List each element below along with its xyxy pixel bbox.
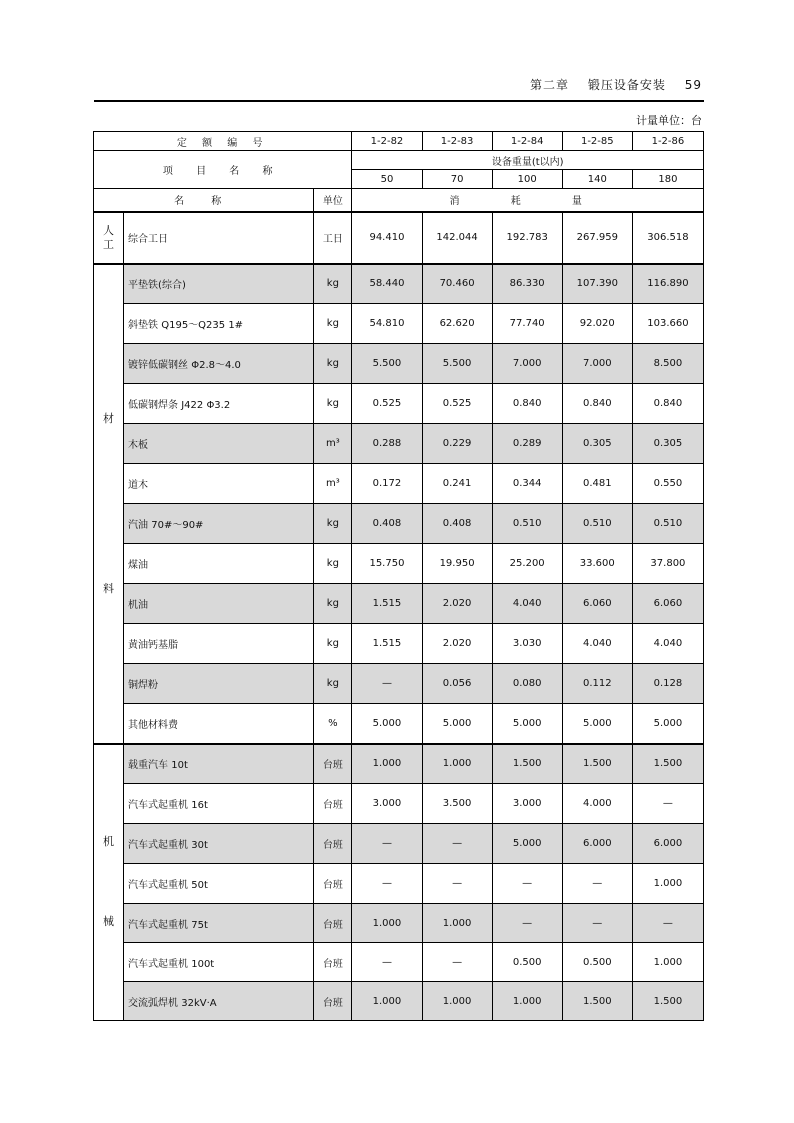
item-unit: 台班 — [314, 982, 352, 1021]
item-unit: kg — [314, 304, 352, 344]
value-cell: 1.000 — [422, 982, 492, 1021]
item-name: 汽车式起重机 30t — [124, 824, 314, 864]
value-cell: 1.000 — [352, 744, 422, 784]
item-name: 汽油 70#～90# — [124, 504, 314, 544]
item-name: 铜焊粉 — [124, 664, 314, 704]
col-name-header: 名 称 — [94, 189, 314, 212]
value-cell: 15.750 — [352, 544, 422, 584]
item-name: 机油 — [124, 584, 314, 624]
item-name: 综合工日 — [124, 212, 314, 264]
value-cell: 0.500 — [492, 943, 562, 982]
table-row — [94, 704, 704, 744]
value-cell: 37.800 — [632, 544, 703, 584]
value-cell: 6.000 — [632, 824, 703, 864]
weight-label-row — [94, 151, 704, 170]
value-cell: 116.890 — [632, 264, 703, 304]
table-row — [94, 384, 704, 424]
item-name: 平垫铁(综合) — [124, 264, 314, 304]
value-cell: 4.000 — [562, 784, 632, 824]
table-row — [94, 864, 704, 904]
value-cell: — — [352, 864, 422, 904]
code-cell: 1-2-83 — [422, 132, 492, 151]
item-name: 木板 — [124, 424, 314, 464]
item-name: 低碳钢焊条 J422 Φ3.2 — [124, 384, 314, 424]
value-cell: 1.515 — [352, 624, 422, 664]
value-cell: 33.600 — [562, 544, 632, 584]
value-cell: 0.172 — [352, 464, 422, 504]
value-cell: 0.408 — [352, 504, 422, 544]
value-cell: 25.200 — [492, 544, 562, 584]
table-row — [94, 344, 704, 384]
item-unit: kg — [314, 544, 352, 584]
value-cell: 7.000 — [562, 344, 632, 384]
value-cell: — — [562, 864, 632, 904]
value-cell: 107.390 — [562, 264, 632, 304]
item-unit: kg — [314, 664, 352, 704]
item-unit: 台班 — [314, 824, 352, 864]
header-right — [516, 76, 702, 93]
value-cell: 19.950 — [422, 544, 492, 584]
section-title: 锻压设备安装 — [587, 78, 666, 92]
value-cell: 306.518 — [632, 212, 703, 264]
item-unit: 台班 — [314, 904, 352, 943]
value-cell: 3.030 — [492, 624, 562, 664]
table-row — [94, 943, 704, 982]
unit-label: 计量单位：台 — [636, 114, 702, 127]
value-cell: 8.500 — [632, 344, 703, 384]
value-cell: 92.020 — [562, 304, 632, 344]
value-cell: 5.500 — [352, 344, 422, 384]
quota-label: 定 额 编 号 — [94, 132, 352, 151]
value-cell: 0.128 — [632, 664, 703, 704]
value-cell: 1.000 — [422, 744, 492, 784]
value-cell: 86.330 — [492, 264, 562, 304]
table-row — [94, 464, 704, 504]
table-row — [94, 584, 704, 624]
col-unit-header: 单位 — [314, 189, 352, 212]
value-cell: 267.959 — [562, 212, 632, 264]
table-row — [94, 424, 704, 464]
weight-cell: 180 — [632, 170, 703, 189]
value-cell: — — [632, 904, 703, 943]
table-row — [94, 544, 704, 584]
weight-cell: 50 — [352, 170, 422, 189]
value-cell: 0.080 — [492, 664, 562, 704]
value-cell: 5.000 — [562, 704, 632, 744]
item-name: 其他材料费 — [124, 704, 314, 744]
value-cell: 2.020 — [422, 584, 492, 624]
value-cell: — — [422, 943, 492, 982]
weight-cell: 140 — [562, 170, 632, 189]
item-unit: kg — [314, 344, 352, 384]
item-unit: 工日 — [314, 212, 352, 264]
table-row — [94, 664, 704, 704]
value-cell: 4.040 — [562, 624, 632, 664]
value-cell: 2.020 — [422, 624, 492, 664]
value-cell: — — [422, 824, 492, 864]
value-cell: 4.040 — [632, 624, 703, 664]
value-cell: — — [422, 864, 492, 904]
value-cell: 0.344 — [492, 464, 562, 504]
value-cell: 0.840 — [632, 384, 703, 424]
weight-cell: 70 — [422, 170, 492, 189]
value-cell: 70.460 — [422, 264, 492, 304]
value-cell: 103.660 — [632, 304, 703, 344]
value-cell: 62.620 — [422, 304, 492, 344]
value-cell: 1.000 — [632, 943, 703, 982]
table-row — [94, 304, 704, 344]
table-row — [94, 904, 704, 943]
value-cell: 1.515 — [352, 584, 422, 624]
value-cell: 6.060 — [632, 584, 703, 624]
item-unit: % — [314, 704, 352, 744]
item-name: 煤油 — [124, 544, 314, 584]
item-name-label: 项 目 名 称 — [94, 151, 352, 189]
value-cell: 0.525 — [422, 384, 492, 424]
table-row — [94, 784, 704, 824]
value-cell: 142.044 — [422, 212, 492, 264]
value-cell: 0.550 — [632, 464, 703, 504]
page-header — [94, 74, 704, 102]
value-cell: 5.000 — [422, 704, 492, 744]
value-cell: 6.000 — [562, 824, 632, 864]
category-cell: 人工 — [94, 212, 124, 264]
table-row — [94, 264, 704, 304]
value-cell: 3.500 — [422, 784, 492, 824]
value-cell: 7.000 — [492, 344, 562, 384]
weight-label: 设备重量(t以内) — [352, 151, 704, 170]
value-cell: 54.810 — [352, 304, 422, 344]
quota-table — [93, 131, 704, 1021]
value-cell: 0.510 — [632, 504, 703, 544]
value-cell: 0.408 — [422, 504, 492, 544]
table-row — [94, 982, 704, 1021]
value-cell: 58.440 — [352, 264, 422, 304]
value-cell: 5.000 — [352, 704, 422, 744]
value-cell: 0.112 — [562, 664, 632, 704]
value-cell: 0.525 — [352, 384, 422, 424]
value-cell: 3.000 — [492, 784, 562, 824]
value-cell: 0.840 — [562, 384, 632, 424]
value-cell: 1.000 — [352, 982, 422, 1021]
table-body — [94, 132, 704, 1021]
value-cell: 5.000 — [492, 704, 562, 744]
item-name: 道木 — [124, 464, 314, 504]
chapter-label: 第二章 — [530, 78, 570, 92]
code-cell: 1-2-84 — [492, 132, 562, 151]
item-name: 汽车式起重机 75t — [124, 904, 314, 943]
value-cell: 0.241 — [422, 464, 492, 504]
value-cell: — — [632, 784, 703, 824]
item-name: 交流弧焊机 32kV·A — [124, 982, 314, 1021]
value-cell: — — [492, 864, 562, 904]
item-name: 黄油钙基脂 — [124, 624, 314, 664]
item-unit: 台班 — [314, 744, 352, 784]
weight-cell: 100 — [492, 170, 562, 189]
value-cell: 6.060 — [562, 584, 632, 624]
item-unit: 台班 — [314, 943, 352, 982]
value-cell: 0.481 — [562, 464, 632, 504]
value-cell: 1.000 — [492, 982, 562, 1021]
item-unit: 台班 — [314, 784, 352, 824]
item-unit: kg — [314, 584, 352, 624]
value-cell: — — [352, 664, 422, 704]
value-cell: 0.288 — [352, 424, 422, 464]
code-cell: 1-2-82 — [352, 132, 422, 151]
item-unit: m³ — [314, 424, 352, 464]
value-cell: 0.500 — [562, 943, 632, 982]
col-consumption-header: 消 耗 量 — [352, 189, 704, 212]
value-cell: 77.740 — [492, 304, 562, 344]
value-cell: 0.305 — [562, 424, 632, 464]
codes-row — [94, 132, 704, 151]
table-row — [94, 504, 704, 544]
item-name: 汽车式起重机 100t — [124, 943, 314, 982]
value-cell: 1.000 — [422, 904, 492, 943]
item-name: 斜垫铁 Q195～Q235 1# — [124, 304, 314, 344]
value-cell: 0.305 — [632, 424, 703, 464]
value-cell: — — [352, 824, 422, 864]
value-cell: 0.056 — [422, 664, 492, 704]
table-row — [94, 824, 704, 864]
value-cell: 0.229 — [422, 424, 492, 464]
value-cell: 0.510 — [492, 504, 562, 544]
value-cell: 0.289 — [492, 424, 562, 464]
value-cell: 0.510 — [562, 504, 632, 544]
item-unit: 台班 — [314, 864, 352, 904]
value-cell: 1.000 — [352, 904, 422, 943]
item-unit: kg — [314, 624, 352, 664]
value-cell: 1.500 — [492, 744, 562, 784]
value-cell: — — [492, 904, 562, 943]
category-cell: 机械 — [94, 744, 124, 1021]
item-name: 镀锌低碳钢丝 Φ2.8～4.0 — [124, 344, 314, 384]
item-unit: kg — [314, 384, 352, 424]
item-name: 载重汽车 10t — [124, 744, 314, 784]
value-cell: 1.500 — [632, 744, 703, 784]
item-unit: m³ — [314, 464, 352, 504]
item-name: 汽车式起重机 16t — [124, 784, 314, 824]
table-row — [94, 212, 704, 264]
category-cell: 材料 — [94, 264, 124, 744]
value-cell: 4.040 — [492, 584, 562, 624]
value-cell: 0.840 — [492, 384, 562, 424]
value-cell: 1.500 — [562, 744, 632, 784]
value-cell: 1.500 — [632, 982, 703, 1021]
value-cell: 5.500 — [422, 344, 492, 384]
value-cell: — — [352, 943, 422, 982]
value-cell: 1.000 — [632, 864, 703, 904]
item-unit: kg — [314, 504, 352, 544]
value-cell: 5.000 — [632, 704, 703, 744]
code-cell: 1-2-86 — [632, 132, 703, 151]
column-header-row — [94, 189, 704, 212]
table-row — [94, 744, 704, 784]
value-cell: 94.410 — [352, 212, 422, 264]
value-cell: 5.000 — [492, 824, 562, 864]
item-unit: kg — [314, 264, 352, 304]
table-row — [94, 624, 704, 664]
value-cell: 3.000 — [352, 784, 422, 824]
value-cell: 192.783 — [492, 212, 562, 264]
item-name: 汽车式起重机 50t — [124, 864, 314, 904]
page-number: 59 — [684, 78, 702, 92]
code-cell: 1-2-85 — [562, 132, 632, 151]
value-cell: — — [562, 904, 632, 943]
value-cell: 1.500 — [562, 982, 632, 1021]
